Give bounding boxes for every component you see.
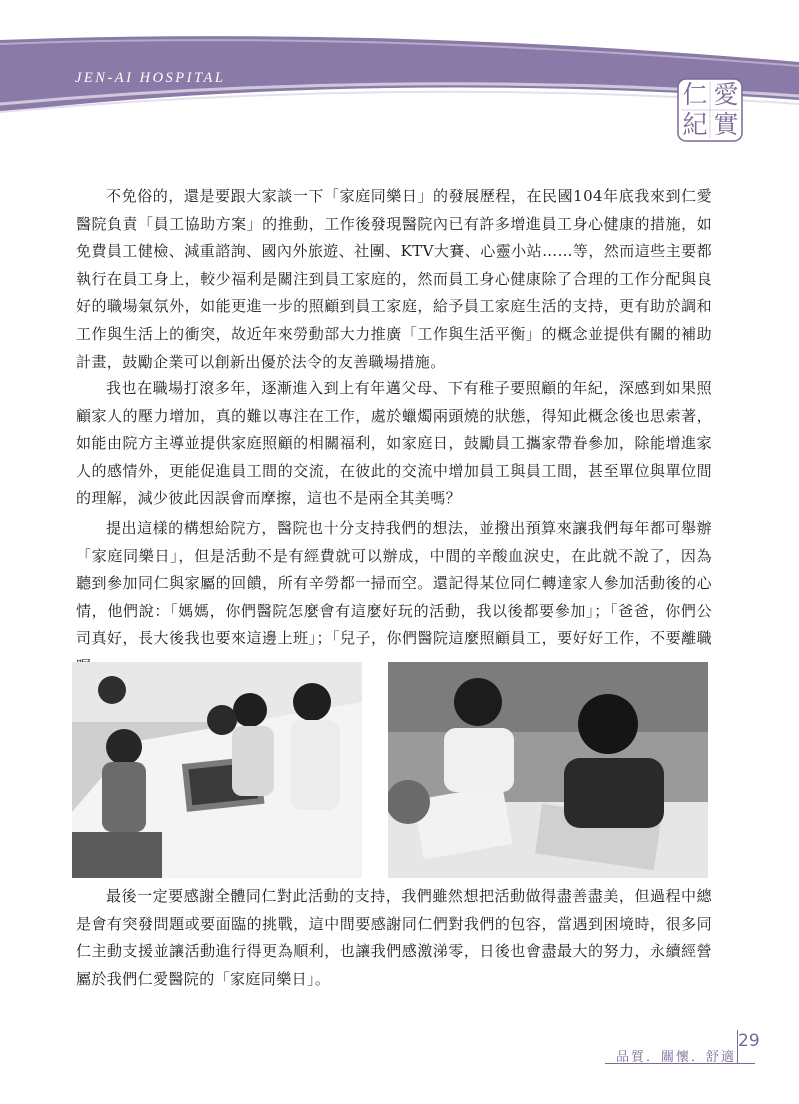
logo-seal: [677, 78, 743, 142]
photo-kids-sensory-play: [72, 662, 362, 878]
photo-kids-painting-image: [388, 662, 708, 878]
photo-kids-sensory-play-image: [72, 662, 362, 878]
paragraph-3: 提出這樣的構想給院方，醫院也十分支持我們的想法，並撥出預算來讓我們每年都可舉辦「家庭同樂日」，但是活動不是有經費就可以辦成，中間的辛酸血淚史，在此就不說了，因為聽到參加同仁與家屬的回饋，所有辛勞都一掃而空。還記得某位同仁轉達家人參加活動後的心情，他們說：「媽媽，你們醫院怎麼會有這麼好玩的活動，我以後都要參加」；「爸爸，你們公司真好，長大後我也要來這邊上班」；「兒子，你們醫院這麼照顧員工，要好好工作，不要離職: [76, 519, 712, 648]
paragraph-4: 最後一定要感謝全體同仁對此活動的支持，我們雖然想把活動做得盡善盡美，但過程中總是會有突發問題或要面臨的挑戰，這中間要感謝同仁們對我們的包容，當遇到困境時，很多同仁主動支援並讓活動進行得更為順利，也讓我們感激涕零，日後也會盡最大的努力，永續經營屬於我們仁愛醫院的「家庭同樂日」。: [76, 887, 712, 988]
paragraph-1: 不免俗的，還是要跟大家談一下「家庭同樂日」的發展歷程，在民國104年底我來到仁愛醫院負責「員工協助方案」的推動，工作後發現醫院內已有許多增進員工身心健康的措施，如免費員工健檢、減重諮詢、國內外旅遊、社團、KTV大賽、心靈小站……等，然而這些主要都執行在員工身上，較少福利是關注到員工家庭的，然而員工身心健康除了合理的工作分配與良好的職場氣氛外，如能更進一步的照顧到員工家庭，給予員工家庭生活的支持，更有助於調和工作與生活上的衝突，故近年來勞動部大力推廣「工作與生活平衡」的概念並提供有關的補助計畫，鼓勵企業可以創新出優於法令的友善職場措施。: [76, 187, 712, 371]
seal-char: 實: [713, 110, 739, 139]
seal-char: 愛: [713, 80, 739, 109]
seal-char: 紀: [682, 110, 708, 139]
paragraph-2: 我也在職場打滾多年，逐漸進入到上有年邁父母、下有稚子要照顧的年紀，深感到如果照顧家人的壓力增加，真的難以專注在工作，處於蠟燭兩頭燒的狀態，得知此概念後也思索著，如能由院方主導並提供家庭照顧的相關福利，如家庭日，鼓勵員工攜家帶眷參加，除能增進家人的感情外，更能促進員工間的交流，在彼此的交流中增加員工與員工間，甚至單位與單位間的理解，減少彼此因誤會而摩擦，這也不是兩全其美嗎？: [76, 379, 712, 508]
brand-title: JEN-AI HOSPITAL: [75, 70, 226, 86]
footer-tagline: 品質．關懷．舒適: [616, 1050, 737, 1065]
page-number: 29: [738, 1031, 760, 1051]
photo-kids-painting: [388, 662, 708, 878]
seal-char: 仁: [682, 80, 708, 109]
